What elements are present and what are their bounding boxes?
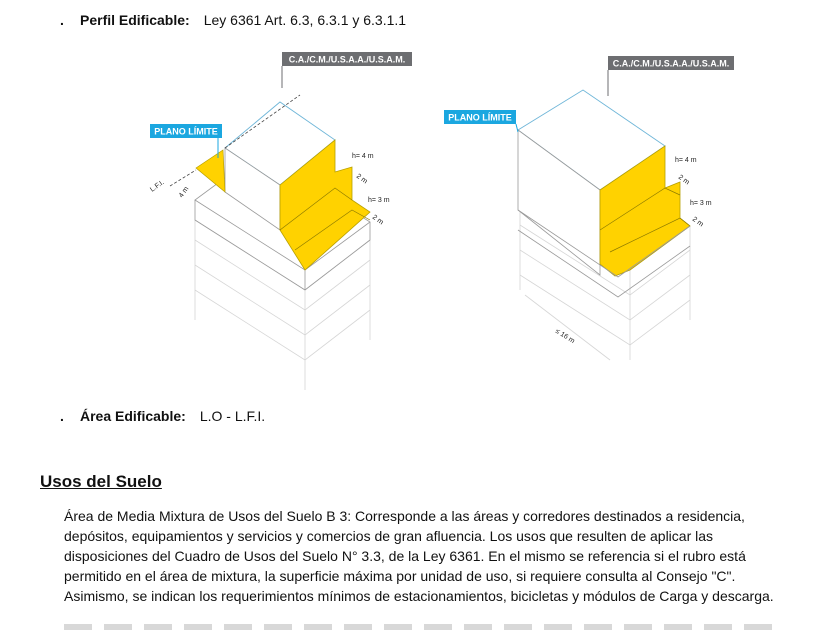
building-profile-diagram	[130, 40, 750, 395]
right-usage-tag: C.A./C.M./U.S.A.A./U.S.A.M.	[612, 58, 730, 69]
right-building	[444, 56, 734, 360]
perfil-edificable-label: Perfil Edificable:	[80, 12, 190, 28]
area-edificable-label: Área Edificable:	[80, 408, 186, 424]
right-dim-h3: h= 3 m	[690, 200, 712, 207]
perfil-edificable-row	[60, 12, 406, 28]
paragraph-line: Asimismo, se indican los requerimientos mínimos de estacionamientos, bicicletas y módulos de Carga y descarga.	[64, 588, 774, 604]
right-dim-16m: ≤ 16 m	[553, 327, 576, 346]
left-dim-2m-b: 2 m	[370, 213, 385, 227]
left-dim-h4: h= 4 m	[352, 153, 374, 160]
left-dim-h3: h= 3 m	[368, 197, 390, 204]
right-dim-h4: h= 4 m	[675, 157, 697, 164]
left-plano-limite-label: PLANO LÍMITE	[154, 126, 218, 137]
bullet-dot: .	[60, 408, 64, 424]
left-building	[149, 52, 412, 390]
right-dim-2m-a: 2 m	[676, 173, 691, 187]
area-edificable-row	[60, 408, 265, 424]
paragraph-line: disposiciones del Cuadro de Usos del Suelo N° 3.3, de la Ley 6361. En el mismo se referencia si el rubro está	[64, 548, 746, 564]
paragraph-line: permitido en el área de mixtura, la superficie máxima por unidad de uso, si requiere consulta al Consejo "C".	[64, 568, 736, 584]
area-edificable-value: L.O - L.F.I.	[199, 408, 266, 424]
left-lfi-label: L.F.I.	[149, 179, 166, 194]
paragraph-line: Área de Media Mixtura de Usos del Suelo B 3: Corresponde a las áreas y corredores destinados a residencia,	[64, 508, 745, 524]
left-usage-tag: C.A./C.M./U.S.A.A./U.S.A.M.	[288, 54, 406, 65]
left-dim-4m: 4 m	[177, 185, 191, 200]
usos-del-suelo-paragraph	[64, 506, 794, 606]
usos-del-suelo-heading: Usos del Suelo	[40, 472, 162, 491]
bullet-dot: .	[60, 12, 64, 28]
page-cutoff-text	[64, 624, 784, 630]
left-dim-2m-a: 2 m	[354, 172, 369, 186]
paragraph-line: depósitos, equipamientos y servicios y comercios de gran afluencia. Los usos que resulten de aplicar las	[64, 528, 714, 544]
right-dim-2m-b: 2 m	[690, 215, 705, 229]
perfil-edificable-value: Ley 6361 Art. 6.3, 6.3.1 y 6.3.1.1	[203, 12, 407, 28]
right-plano-limite-label: PLANO LÍMITE	[448, 112, 512, 123]
